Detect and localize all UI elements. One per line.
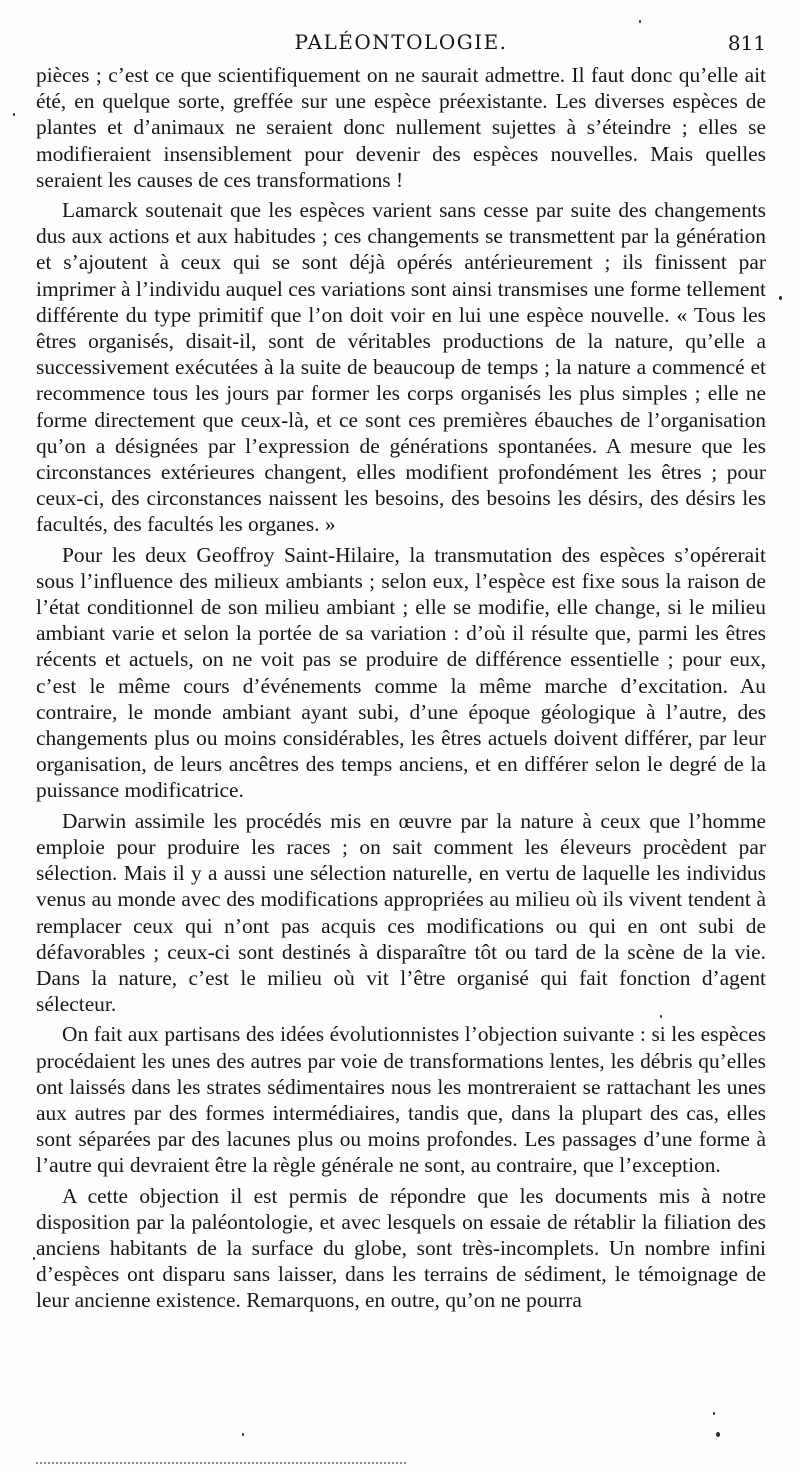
paragraph-continuation: pièces ; c’est ce que scientifiquement on ne saurait admettre. Il faut donc qu’elle ait été, en quelque sorte, greffée sur une espèce préexistante. Les diverses espèces de plantes et d’animaux ne seraient donc nullement sujettes à s’éteindre ; elles se modifieraient insensiblement pour devenir des espèces nouvelles. Mais quelles seraient les causes de ces transformations !: [36, 63, 766, 192]
ink-speck: [33, 1257, 35, 1260]
paragraph-darwin: Darwin assimile les procédés mis en œuvre par la nature à ceux que l’homme emploie pour produire les races ; on sait comment les éleveurs procèdent par sélection. Mais il y a aussi une sélection naturelle, en vertu de laquelle les individus venus au monde avec des modifications appropriées au milieu où ils vivent tendent à remplacer ceux qui n’ont pas acquis ces modifications ou qui en ont subi de défavorables ; ceux-ci sont destinés à disparaître tôt ou tard de la scène de la vie. Dans la nature, c’est le milieu où vit l’être organisé qui fait fonction d’agent sélecteur.: [36, 808, 766, 1017]
running-header: [36, 30, 766, 60]
text-body: [36, 62, 766, 1318]
ink-speck: [660, 1015, 662, 1018]
paragraph-geoffroy: Pour les deux Geoffroy Saint-Hilaire, la transmutation des espèces s’opérerait sous l’influence des milieux ambiants ; selon eux, l’espèce est fixe sous la raison de l’état conditionnel de son milieu ambiant ; elle se modifie, elle change, si le milieu ambiant varie et selon la portée de sa variation : d’où il résulte que, parmi les êtres récents et actuels, on ne voit pas se produire de différence essentielle ; pour eux, c’est le même cours d’événements comme la même marche d’excitation. Au contraire, le monde ambiant ayant subi, d’une époque géologique à l’autre, des changements plus ou moins considérables, les êtres actuels doivent différer, par leur organisation, de leurs ancêtres des temps anciens, et en différer selon le degré de la puissance modificatrice.: [36, 542, 766, 803]
ink-speck: [713, 1412, 715, 1415]
paragraph-reply: A cette objection il est permis de répondre que les documents mis à notre disposition par la paléontologie, et avec lesquels on essaie de rétablir la filiation des anciens habitants de la surface du globe, sont très-incomplets. Un nombre infini d’espèces ont disparu sans laisser, dans les terrains de sédiment, le témoignage de leur ancienne existence. Remarquons, en outre, qu’on ne pourra: [36, 1183, 766, 1313]
ink-speck: [639, 20, 641, 23]
running-title: PALÉONTOLOGIE.: [294, 30, 508, 54]
ink-speck: [716, 1432, 720, 1437]
ink-speck: [242, 1433, 244, 1436]
bottom-print-artifact: [36, 1462, 406, 1464]
page-number: 811: [727, 31, 766, 55]
paragraph-lamarck: Lamarck soutenait que les espèces varient sans cesse par suite des changements dus aux actions et aux habitudes ; ces changements se transmettent par la génération et s’ajoutent à ceux qui se sont déjà opérés antérieurement ; ils finissent par imprimer à l’individu auquel ces variations sont ainsi transmises une forme tellement différente du type primitif que l’on doit voir en lui une espèce nouvelle. « Tous les êtres organisés, disait-il, sont de véritables productions de la nature, qu’elle a successivement exécutées à la suite de beaucoup de temps ; la nature a commencé et recommence tous les jours par former les corps organisés les plus simples ; elle ne forme directement que ceux-là, et ce sont ces premières ébauches de l’organisation qu’on a désignées par l’expression de générations spontanées. A mesure que les circonstances extérieures changent, elles modifient profondément les êtres ; pour ceux-ci, des circonstances naissent les besoins, des besoins les désirs, des désirs les facultés, des facultés les organes. »: [36, 198, 766, 537]
ink-speck: [13, 113, 15, 116]
paragraph-objection: On fait aux partisans des idées évolutionnistes l’objection suivante : si les espèces procédaient les unes des autres par voie de transformations lentes, les débris qu’elles ont laissés dans les strates sédimentaires nous les montreraient se rattachant les unes aux autres par des formes intermédiaires, tandis que, dans la plupart des cas, elles sont séparées par des lacunes plus ou moins profondes. Les passages d’une forme à l’autre qui devraient être la règle générale ne sont, au contraire, que l’exception.: [36, 1022, 766, 1178]
ink-speck: [779, 296, 782, 300]
